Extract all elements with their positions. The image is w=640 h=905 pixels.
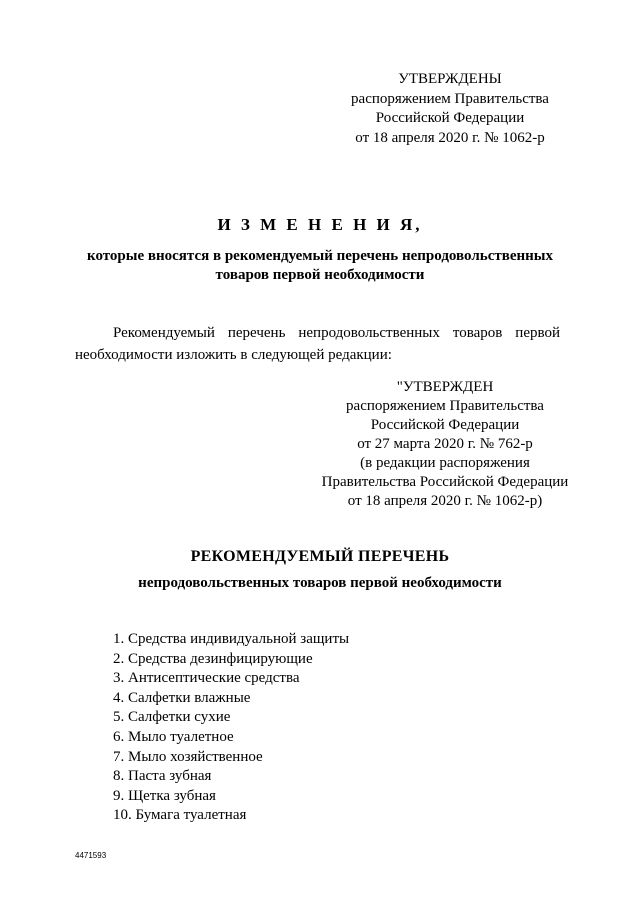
list-item: 8. Паста зубная	[113, 768, 212, 785]
list-item: 7. Мыло хозяйственное	[113, 748, 263, 765]
quoted-approval-line: от 27 марта 2020 г. № 762-р	[357, 436, 533, 452]
quoted-approval-line: "УТВЕРЖДЕН	[396, 379, 494, 395]
changes-subtitle-line: товаров первой необходимости	[215, 267, 425, 283]
changes-subtitle	[60, 247, 580, 285]
approval-line: распоряжением Правительства	[351, 90, 549, 107]
quoted-approval-line: Правительства Российской Федерации	[321, 474, 569, 490]
list-item: 10. Бумага туалетная	[113, 807, 247, 824]
list-item: 5. Салфетки сухие	[113, 709, 231, 726]
approval-line: от 18 апреля 2020 г. № 1062-р	[355, 129, 545, 146]
list-item: 6. Мыло туалетное	[113, 728, 234, 745]
quoted-approval-block	[305, 378, 585, 511]
approval-line: УТВЕРЖДЕНЫ	[398, 71, 502, 87]
approval-line: Российской Федерации	[375, 110, 525, 126]
changes-subtitle-line: которые вносятся в рекомендуемый перечень непродовольственных	[87, 248, 553, 264]
recommended-list-title: РЕКОМЕНДУЕМЫЙ ПЕРЕЧЕНЬ	[190, 548, 450, 565]
quoted-approval-line: (в редакции распоряжения	[360, 455, 530, 471]
list-item: 4. Салфетки влажные	[113, 689, 251, 706]
list-item: 1. Средства индивидуальной защиты	[113, 631, 350, 647]
quoted-approval-line: Российской Федерации	[370, 417, 520, 433]
list-item: 2. Средства дезинфицирующие	[113, 650, 313, 667]
list-item: 3. Антисептические средства	[113, 670, 300, 687]
quoted-approval-line: распоряжением Правительства	[346, 398, 544, 414]
intro-paragraph: Рекомендуемый перечень непродовольственных товаров первой необходимости изложить в следующей редакции:	[75, 325, 560, 363]
recommended-list-subtitle: непродовольственных товаров первой необходимости	[138, 575, 502, 591]
recommended-items-list	[113, 630, 349, 826]
quoted-approval-line: от 18 апреля 2020 г. № 1062-р)	[347, 493, 543, 509]
document-number: 4471593	[75, 851, 107, 860]
list-item: 9. Щетка зубная	[113, 787, 216, 804]
approval-block	[340, 70, 560, 148]
changes-title: И З М Е Н Е Н И Я,	[217, 215, 423, 234]
